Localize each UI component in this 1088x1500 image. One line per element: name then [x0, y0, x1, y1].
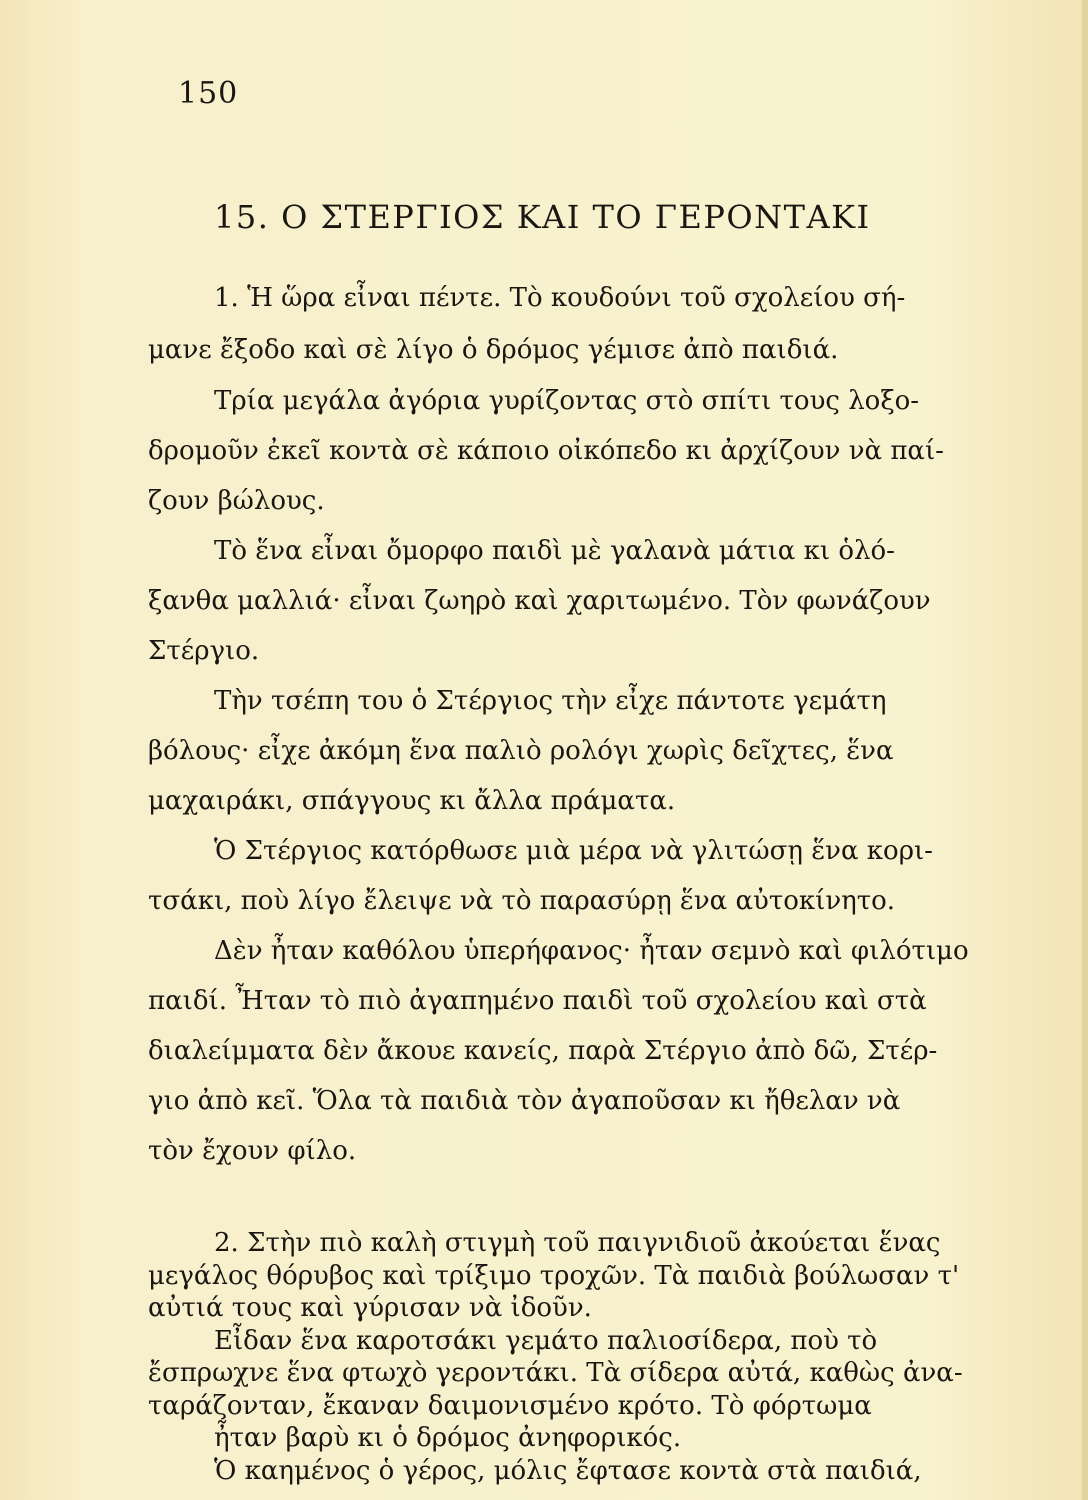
- text-line: Δὲν ἦταν καθόλου ὑπερήφανος· ἦταν σεμνὸ καὶ φιλότιμο: [214, 936, 969, 966]
- text-line: Τὴν τσέπη του ὁ Στέργιος τὴν εἶχε πάντοτε γεμάτη: [214, 686, 887, 716]
- text-line: ζουν βώλους.: [148, 486, 325, 516]
- text-line: ἦταν βαρὺ κι ὁ δρόμος ἀνηφορικός.: [214, 1423, 682, 1453]
- page-edge: [1082, 0, 1088, 1500]
- text-line: γιο ἀπὸ κεῖ. Ὅλα τὰ παιδιὰ τὸν ἀγαποῦσαν κι ἤθελαν νὰ: [148, 1086, 901, 1116]
- text-line: μεγάλος θόρυβος καὶ τρίξιμο τροχῶν. Τὰ παιδιὰ βούλωσαν τ': [148, 1261, 960, 1291]
- text-line: Ὁ καημένος ὁ γέρος, μόλις ἔφτασε κοντὰ στὰ παιδιά,: [214, 1456, 922, 1486]
- text-line: Στέργιο.: [148, 636, 260, 666]
- text-line: ξανθα μαλλιά· εἶναι ζωηρὸ καὶ χαριτωμένο. Τὸν φωνάζουν: [148, 586, 931, 616]
- text-line: τσάκι, ποὺ λίγο ἔλειψε νὰ τὸ παρασύρῃ ἕνα αὐτοκίνητο.: [148, 886, 896, 916]
- text-line: μαχαιράκι, σπάγγους κι ἄλλα πράματα.: [148, 786, 676, 816]
- text-line: τὸν ἔχουν φίλο.: [148, 1136, 357, 1166]
- chapter-title: 15. Ο ΣΤΕΡΓΙΟΣ ΚΑΙ ΤΟ ΓΕΡΟΝΤΑΚΙ: [214, 198, 871, 236]
- text-line: αὐτιά τους καὶ γύρισαν νὰ ἰδοῦν.: [148, 1293, 592, 1323]
- text-line: Τρία μεγάλα ἀγόρια γυρίζοντας στὸ σπίτι τους λοξο-: [214, 386, 920, 416]
- text-line: ἔσπρωχνε ἕνα φτωχὸ γεροντάκι. Τὰ σίδερα αὐτά, καθὼς ἀνα-: [148, 1358, 963, 1388]
- text-line: παιδί. Ἦταν τὸ πιὸ ἀγαπημένο παιδὶ τοῦ σχολείου καὶ στὰ: [148, 986, 927, 1016]
- text-line: ταράζονταν, ἔκαναν δαιμονισμένο κρότο. Τὸ φόρτωμα: [148, 1391, 872, 1421]
- text-line: βόλους· εἶχε ἀκόμη ἕνα παλιὸ ρολόγι χωρὶς δεῖχτες, ἕνα: [148, 736, 894, 766]
- text-line: διαλείμματα δὲν ἄκουε κανείς, παρὰ Στέργιο ἀπὸ δῶ, Στέρ-: [148, 1036, 938, 1066]
- text-line: Ὁ Στέργιος κατόρθωσε μιὰ μέρα νὰ γλιτώσῃ ἕνα κορι-: [214, 836, 933, 866]
- text-line: 2. Στὴν πιὸ καλὴ στιγμὴ τοῦ παιγνιδιοῦ ἀκούεται ἕνας: [214, 1228, 941, 1258]
- text-line: Τὸ ἕνα εἶναι ὄμορφο παιδὶ μὲ γαλανὰ μάτια κι ὁλό-: [214, 536, 895, 566]
- text-line: μανε ἔξοδο καὶ σὲ λίγο ὁ δρόμος γέμισε ἀπὸ παιδιά.: [148, 335, 839, 365]
- text-line: 1. Ἡ ὥρα εἶναι πέντε. Τὸ κουδούνι τοῦ σχολείου σή-: [214, 283, 906, 313]
- text-line: δρομοῦν ἐκεῖ κοντὰ σὲ κάποιο οἰκόπεδο κι ἀρχίζουν νὰ παί-: [148, 436, 944, 466]
- text-line: Εἶδαν ἕνα καροτσάκι γεμάτο παλιοσίδερα, ποὺ τὸ: [214, 1326, 878, 1356]
- page-number: 150: [178, 76, 239, 111]
